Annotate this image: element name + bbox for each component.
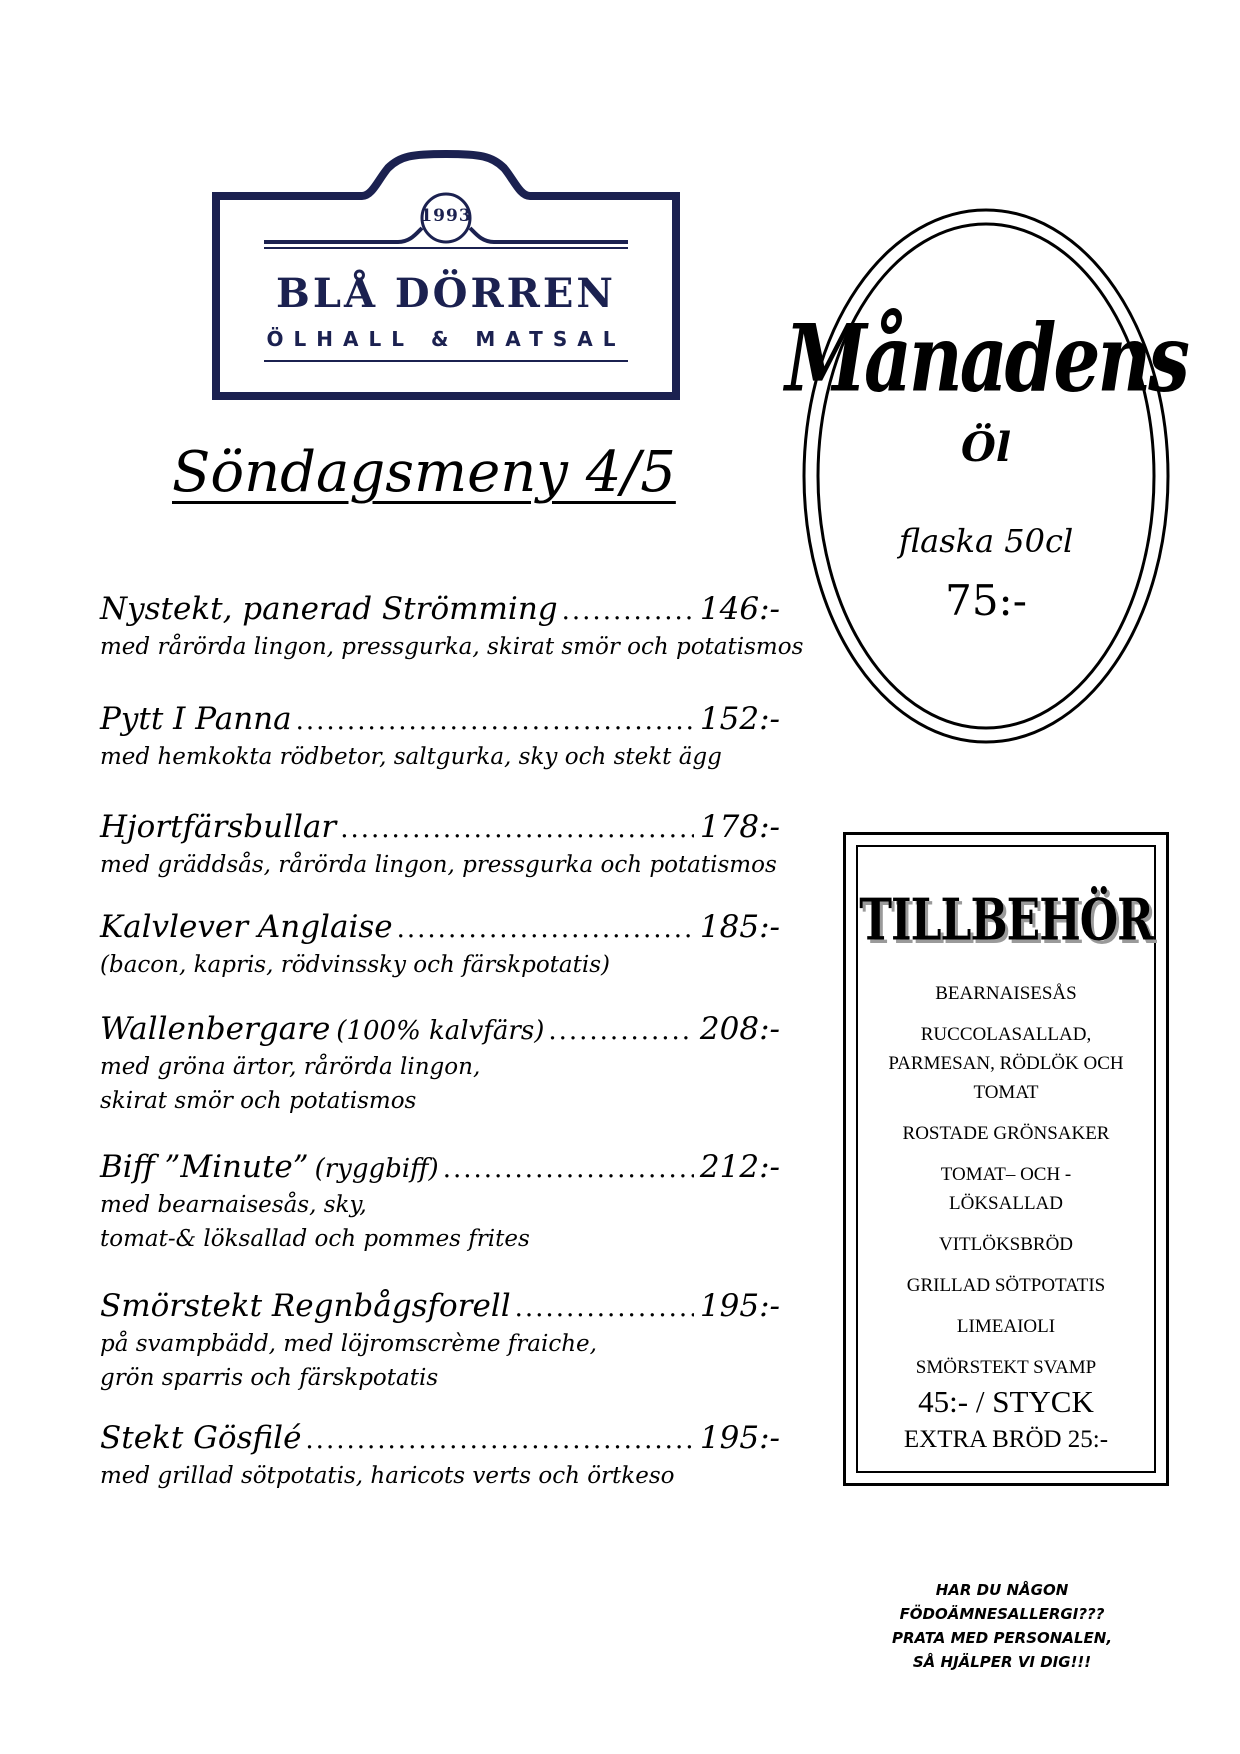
restaurant-logo [212,150,680,400]
sides-title: TILLBEHÖR [859,887,1153,954]
menu-item-note: (ryggbiff) [314,1154,439,1184]
logo-subtitle: ÖLHALL & MATSAL [266,327,626,351]
menu-item-name: Nystekt, panerad Strömming [100,591,558,627]
menu-item-leader-dots [305,1421,693,1459]
menu-item-description: skirat smör och potatismos [100,1088,417,1114]
menu-item-name: Hjortfärsbullar [100,809,337,845]
logo-year: 1993 [420,206,472,226]
menu-item-description: med gröna ärtor, rårörda lingon, [100,1054,481,1080]
side-item-line: GRILLAD SÖTPOTATIS [906,1275,1106,1296]
beer-of-month-oval [785,206,1187,746]
sides-price: 45:- / STYCK [918,1384,1094,1419]
menu-item-price: 195:- [699,1288,780,1324]
menu-item-name: Biff ”Minute” [100,1149,309,1185]
menu-item-line [100,1287,780,1327]
menu-item [100,908,780,982]
allergy-line: HAR DU NÅGON [935,1581,1069,1599]
side-item-line: VITLÖKSBRÖD [938,1234,1074,1255]
allergy-line: SÅ HJÄLPER VI DIG!!! [912,1653,1092,1671]
side-item-line: SMÖRSTEKT SVAMP [915,1357,1097,1378]
menu-item-line [100,700,780,740]
menu-item-leader-dots [515,1289,694,1327]
menu-item-price: 212:- [699,1149,780,1185]
allergy-line: PRATA MED PERSONALEN, [891,1629,1113,1647]
menu-item [100,700,780,774]
allergy-line: FÖDOÄMNESALLERGI??? [899,1605,1105,1623]
menu-item-line [100,1419,780,1459]
sides-list [858,979,1154,1394]
menu-item-leader-dots [296,702,694,740]
menu-item-leader-dots [548,1012,694,1050]
menu-item-leader-dots [340,810,694,848]
menu-item [100,808,780,882]
menu-item-price: 185:- [699,909,780,945]
side-item-line: TOMAT [973,1082,1039,1103]
menu-item [100,1287,780,1395]
beer-title: Månadens [785,305,1187,413]
allergy-note [862,1578,1142,1674]
oval-frame-icon [800,206,1172,746]
menu-item-description: tomat-& löksallad och pommes frites [100,1226,530,1252]
side-item-line: ROSTADE GRÖNSAKER [902,1123,1110,1144]
beer-subtitle: Öl [960,424,1012,471]
menu-item-description: med gräddsås, rårörda lingon, pressgurka och potatismos [100,852,777,878]
sides-inner-frame [856,845,1156,1473]
side-item [858,1230,1154,1259]
menu-item-price: 178:- [699,809,780,845]
side-item-line: LIMEAIOLI [956,1316,1056,1337]
menu-item-price: 146:- [699,591,780,627]
menu-item-description: med grillad sötpotatis, haricots verts och örtkeso [100,1463,675,1489]
side-item [858,1312,1154,1341]
side-item [858,1353,1154,1382]
beer-price: 75:- [945,576,1027,625]
menu-item-description: med hemkokta rödbetor, saltgurka, sky och stekt ägg [100,744,722,770]
side-item-line: LÖKSALLAD [949,1193,1063,1214]
menu-item [100,1010,780,1118]
menu-item-description: med rårörda lingon, pressgurka, skirat smör och potatismos [100,634,804,660]
menu-item-leader-dots [562,592,694,630]
side-item [858,1119,1154,1148]
menu-item-description: med bearnaisesås, sky, [100,1192,367,1218]
logo-name: BLÅ DÖRREN [276,270,616,317]
menu-item-line [100,908,780,948]
side-item-line: PARMESAN, RÖDLÖK OCH [888,1053,1124,1074]
menu-item-description: på svampbädd, med löjromscrème fraiche, [100,1331,597,1357]
menu-item-note: (100% kalvfärs) [336,1016,545,1046]
beer-size: flaska 50cl [898,522,1074,560]
menu-title: Söndagsmeny 4/5 [172,440,676,505]
menu-item-leader-dots [397,910,694,948]
side-item [858,1271,1154,1300]
menu-item-price: 208:- [699,1011,780,1047]
menu-item-line [100,808,780,848]
menu-item-line [100,1148,780,1188]
menu-item-name: Kalvlever Anglaise [100,909,393,945]
menu-item-leader-dots [443,1150,694,1188]
menu-item-price: 195:- [699,1420,780,1456]
sides-extra-bread: EXTRA BRÖD 25:- [903,1426,1109,1453]
menu-item [100,1148,780,1256]
side-item [858,1160,1154,1218]
menu-item-price: 152:- [699,701,780,737]
menu-item-description: grön sparris och färskpotatis [100,1365,439,1391]
side-item [858,979,1154,1008]
side-item [858,1020,1154,1107]
side-item-line: TOMAT– OCH - [940,1164,1072,1185]
menu-item-line [100,1010,780,1050]
menu-item-line [100,590,780,630]
menu-item [100,1419,780,1493]
menu-item-description: (bacon, kapris, rödvinssky och färskpotatis) [100,952,611,978]
menu-item-name: Pytt I Panna [100,701,292,737]
menu-item-name: Smörstekt Regnbågsforell [100,1288,511,1324]
menu-item-name: Stekt Gösfilé [100,1420,302,1456]
menu-item-name: Wallenbergare [100,1011,331,1047]
side-item-line: BEARNAISESÅS [935,983,1077,1004]
side-item-line: RUCCOLASALLAD, [920,1024,1092,1045]
menu-item [100,590,804,664]
sides-box [843,832,1169,1486]
